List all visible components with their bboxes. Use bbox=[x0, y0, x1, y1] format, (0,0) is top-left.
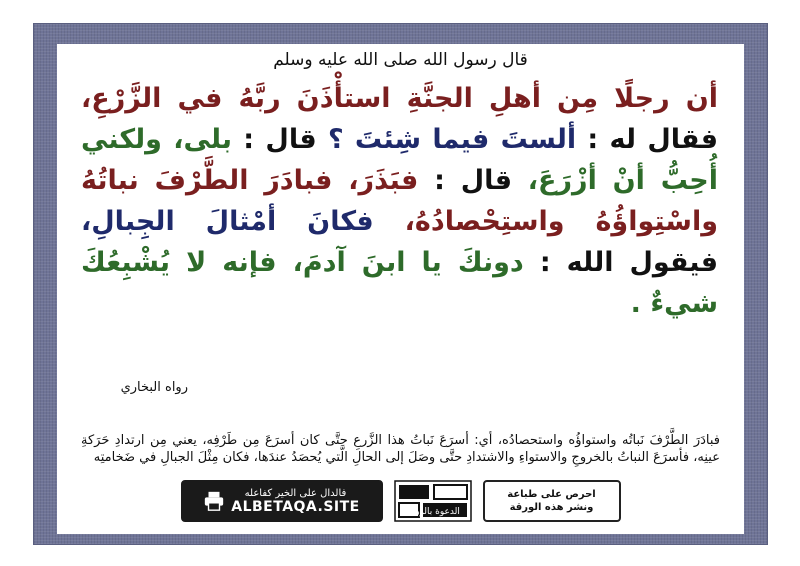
hadith-segment: فيقول الله : bbox=[523, 247, 718, 278]
hadith-segment: بلى، ولكني أُحِبُّ أنْ أزْرَعَ، bbox=[81, 124, 719, 196]
website-link[interactable]: ALBETAQA.SITE bbox=[231, 498, 360, 515]
hadith-segment: فكانَ أمْثالَ الجِبالِ، bbox=[81, 206, 374, 237]
print-appeal-line1: احرص على طباعة bbox=[507, 489, 596, 500]
logo-icon bbox=[393, 480, 473, 522]
print-appeal-box bbox=[483, 480, 621, 522]
source-label: رواه البخاري bbox=[120, 380, 188, 395]
hadith-text bbox=[81, 78, 718, 324]
hadith-segment: قال : bbox=[418, 165, 512, 196]
footer bbox=[57, 478, 744, 524]
hadith-segment: فقال له : bbox=[576, 124, 718, 155]
footer-slogan: فالدال على الخير كفاعله bbox=[244, 487, 347, 499]
logo-text: الدعوة بالورقة bbox=[405, 507, 460, 517]
print-appeal-line2: ونشر هذه الورقة bbox=[509, 502, 594, 513]
printer-icon bbox=[203, 490, 225, 512]
hadith-segment: ألستَ فيما شِئتَ ؟ bbox=[316, 124, 577, 155]
website-box[interactable] bbox=[181, 480, 383, 522]
decorative-frame bbox=[33, 23, 768, 545]
explanation-text: فبادَرَ الطَّرْفَ نَباتُه واستواؤُه واستحصادُه، أي: أسرَعَ نَباتُ هذا الزَّرعِ حتَّى كان أسرَعَ مِن طَرْفِه، يعني مِن ارتدادِ حَرَكةِ عينِه، فأسرَعَ النباتُ بالخروجِ والاستواءِ والاشتدادِ حتَّى وصَلَ إلى الحالِ الَّتي يُحصَدُ عندَها، فكان مِثْلَ الجبالِ في ضَخامتِه bbox=[81, 433, 720, 465]
hadith-segment: قال : bbox=[232, 124, 317, 155]
hadith-segment: فبَذَرَ، فبادَرَ الطَّرْفَ نباتُهُ واسْتِواؤُهُ واستِحْصادُهُ، bbox=[81, 165, 718, 237]
hadith-segment: أن رجلًا مِن أهلِ الجنَّةِ استأْذَنَ ربَّهُ في الزَّرْعِ، bbox=[81, 83, 718, 114]
hadith-segment: دونكَ يا ابنَ آدمَ، فإنه لا يُشْبِعُكَ شيءٌ . bbox=[81, 247, 718, 319]
card bbox=[57, 44, 744, 534]
page-title: قال رسول الله صلى الله عليه وسلم bbox=[273, 50, 528, 70]
